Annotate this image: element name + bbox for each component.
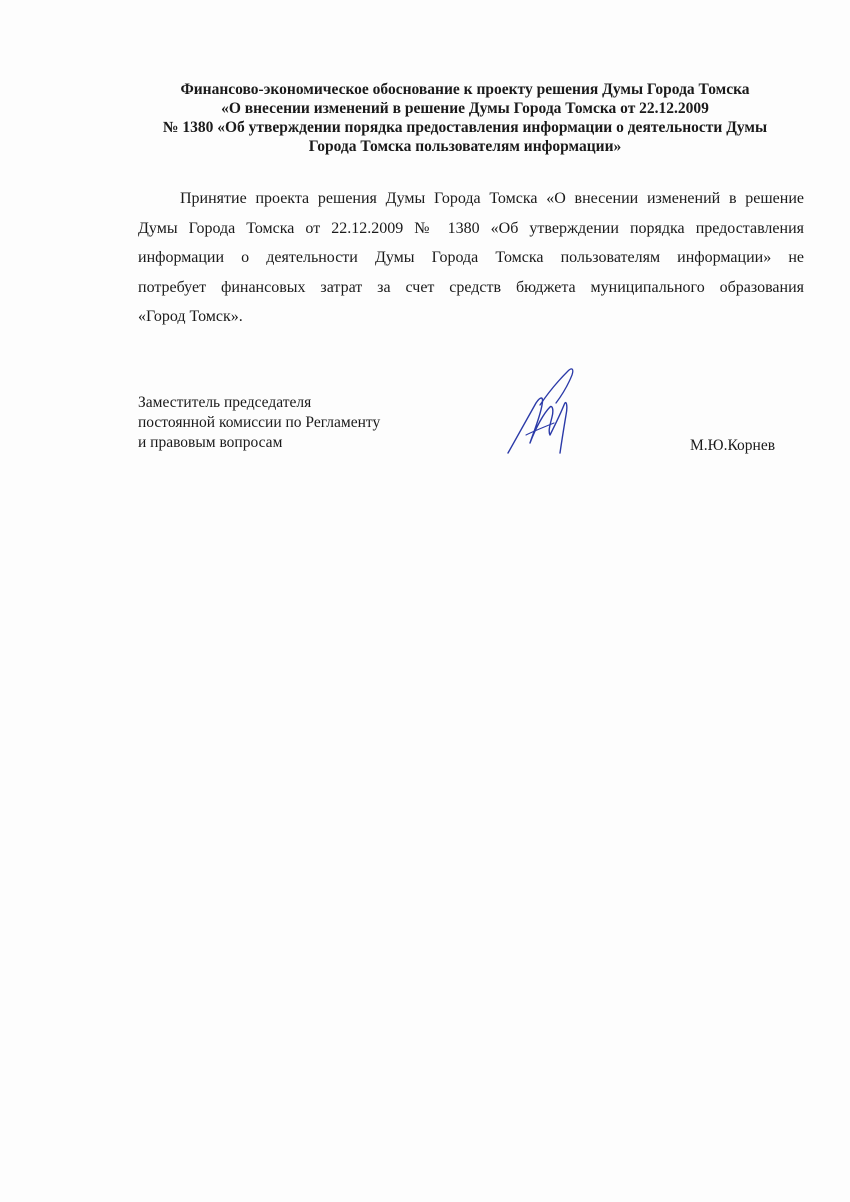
signer-name: М.Ю.Корнев	[690, 437, 776, 454]
body-paragraph	[138, 184, 804, 332]
body-line-4: потребует финансовых затрат за счет средств бюджета муниципального образования	[138, 278, 804, 296]
signer-position	[138, 393, 380, 453]
signer-position-line-2: постоянной комиссии по Регламенту	[138, 414, 381, 431]
title-line-2: «О внесении изменений в решение Думы Города Томска от 22.12.2009	[221, 100, 709, 117]
title-line-4: Города Томска пользователям информации»	[308, 138, 622, 155]
body-line-3: информации о деятельности Думы Города Томска пользователям информации» не	[138, 249, 804, 266]
title-line-1: Финансово-экономическое обоснование к проекту решения Думы Города Томска	[180, 81, 750, 98]
title-line-3: № 1380 «Об утверждении порядка предоставления информации о деятельности Думы	[162, 119, 768, 136]
signer-position-line-1: Заместитель председателя	[138, 394, 312, 411]
body-line-2: Думы Города Томска от 22.12.2009 № 1380 «Об утверждении порядка предоставления	[138, 219, 804, 237]
document-title	[155, 80, 775, 156]
signer-position-line-3: и правовым вопросам	[138, 434, 283, 451]
body-line-5: «Город Томск».	[138, 308, 243, 325]
handwritten-signature	[500, 365, 590, 460]
body-line-1: Принятие проекта решения Думы Города Томска «О внесении изменений в решение	[180, 190, 804, 207]
